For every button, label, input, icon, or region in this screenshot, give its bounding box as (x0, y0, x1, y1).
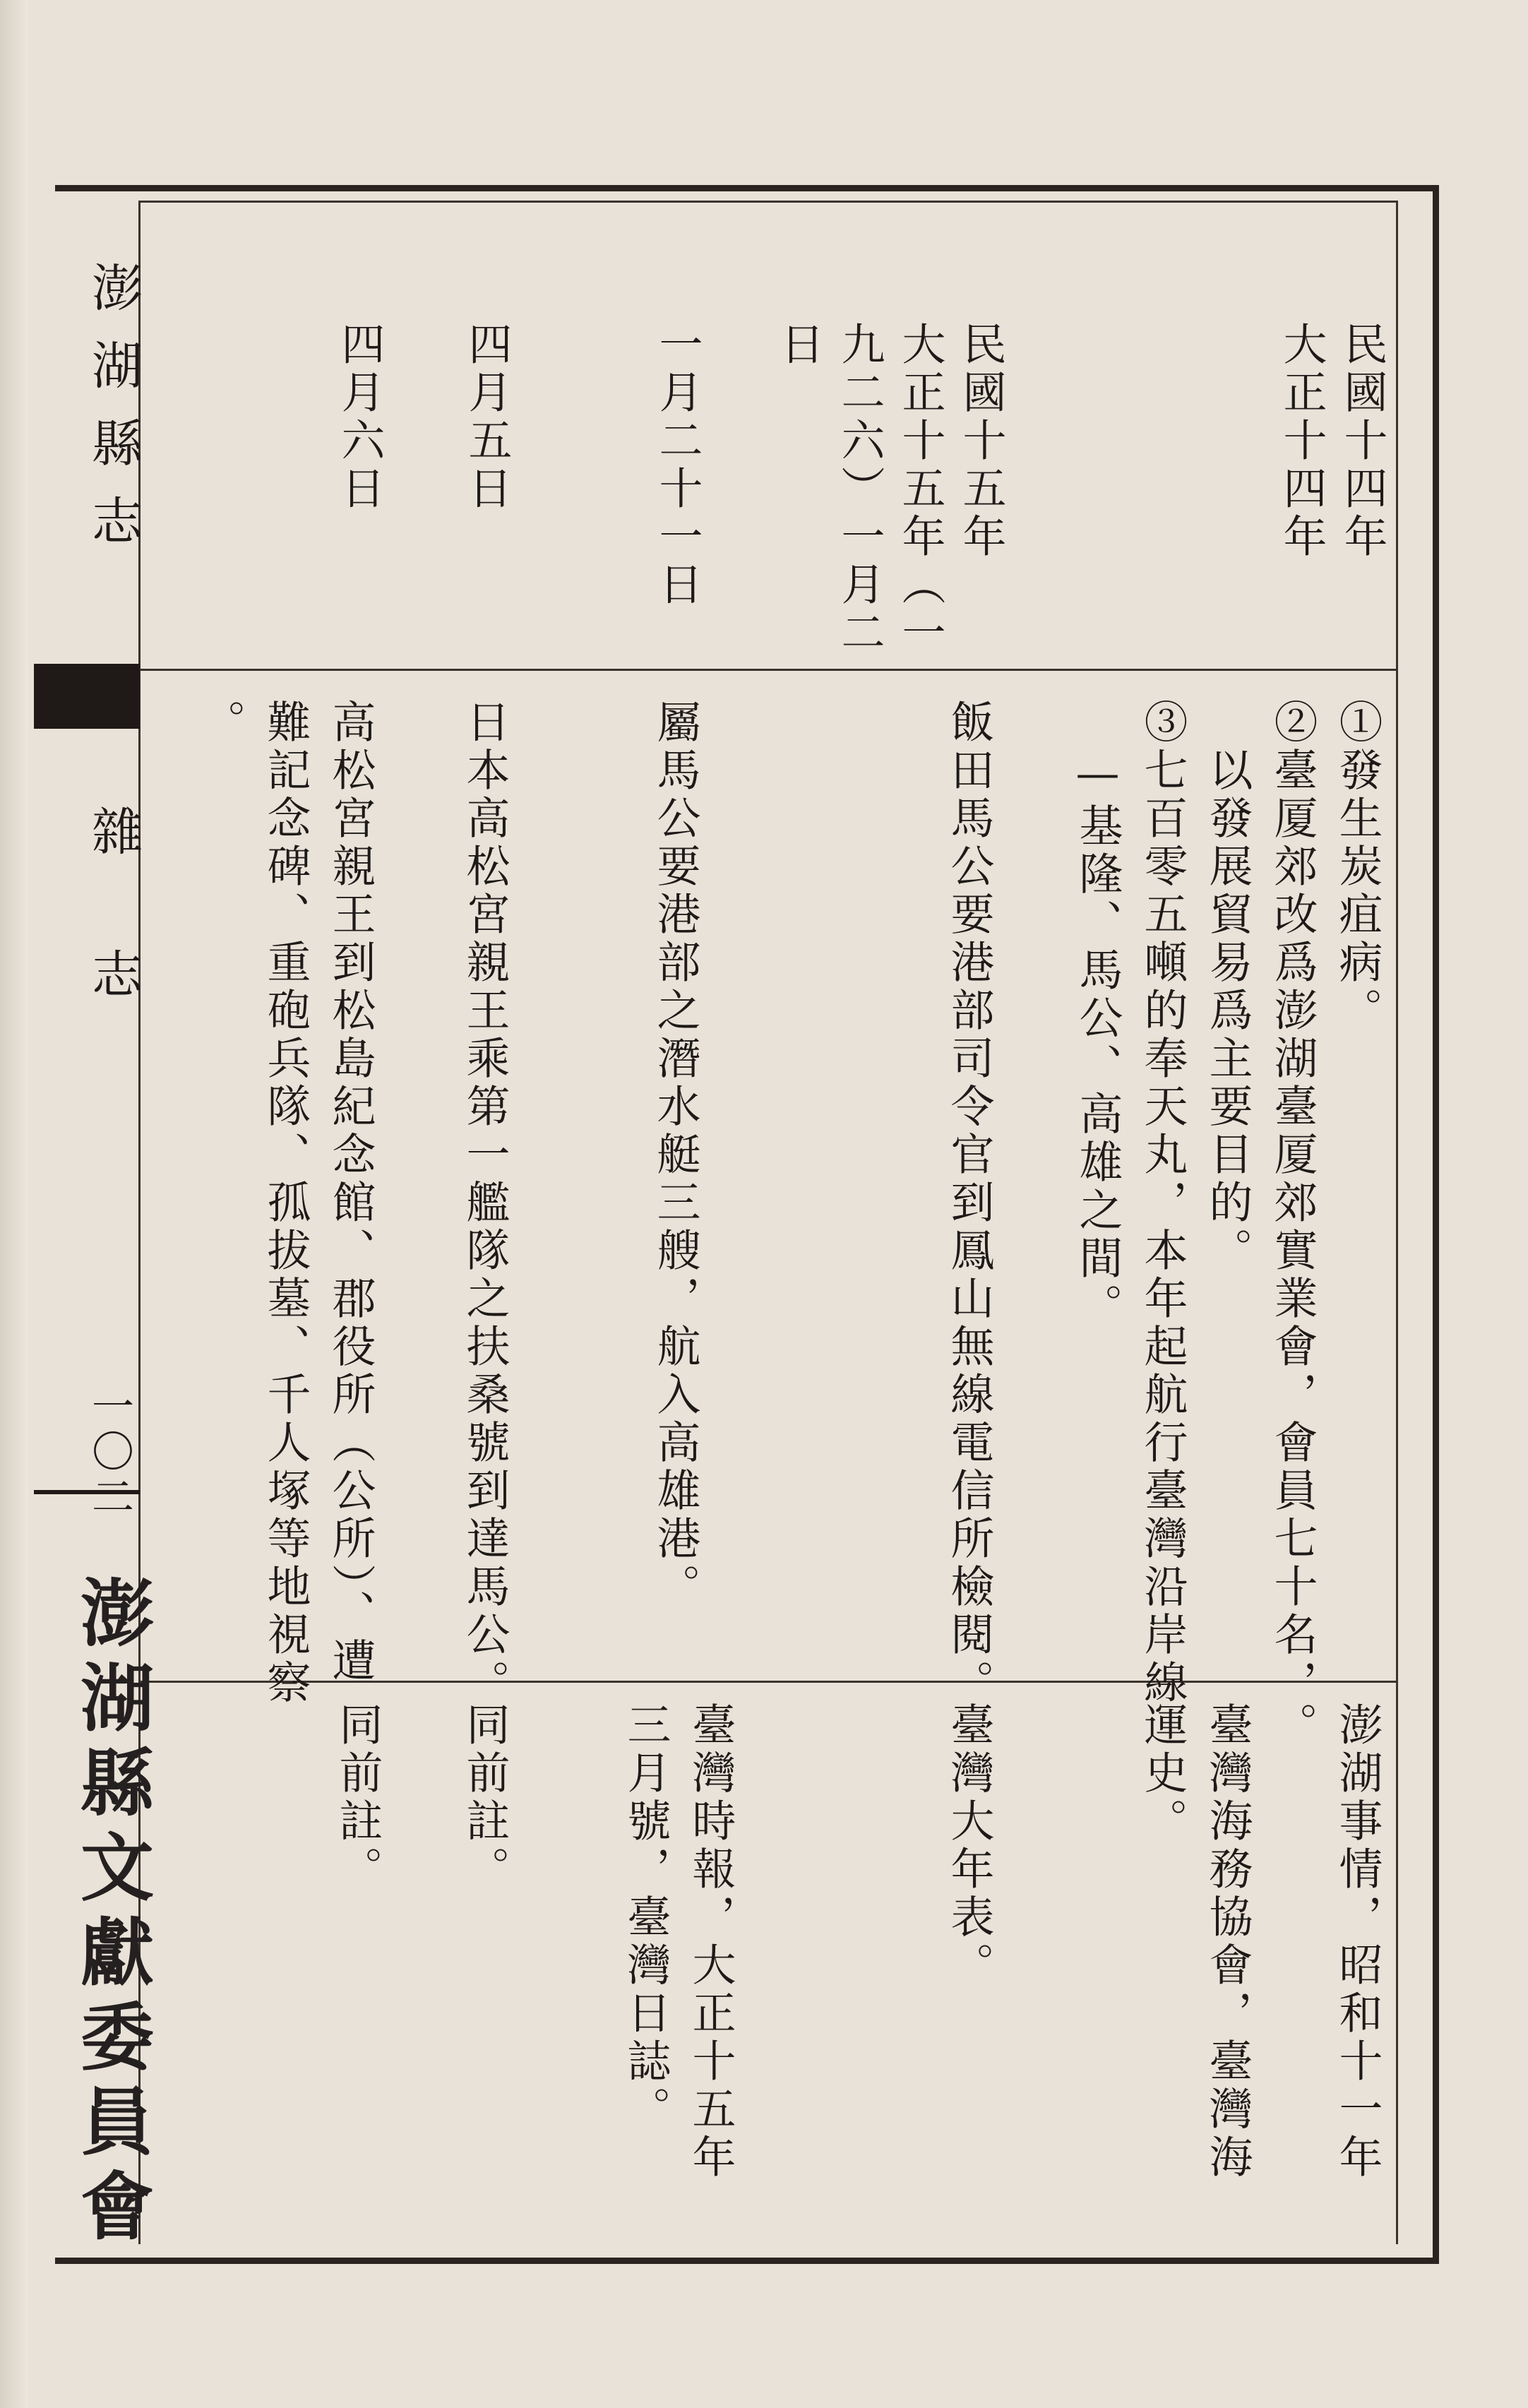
event-line: 飯田馬公要港部司令官到鳳山無線電信所檢閱。 (943, 699, 995, 1707)
event-line: 屬馬公要港部之潛水艇三艘，航入高雄港。 (650, 699, 701, 1611)
source-line: 臺灣大年表。 (943, 1702, 995, 1990)
entry-event (936, 699, 1001, 1707)
source-line: 澎湖事情，昭和十一年 (1332, 1702, 1383, 2182)
entry-event (452, 699, 517, 1707)
event-line: ①發生炭疽病。 (1332, 699, 1383, 1035)
source-line: 同前註。 (459, 1702, 511, 1894)
event-line: ②臺厦郊改爲澎湖臺厦郊實業會，會員七十名， (1267, 699, 1318, 1707)
margin-bar-top (34, 664, 140, 729)
event-line: ③七百零五噸的奉天丸，本年起航行臺灣沿岸線 (1137, 699, 1188, 1707)
date-line: 四月六日 (334, 321, 386, 513)
date-line: 大正十四年 (1276, 321, 1327, 561)
entry-source (936, 1702, 1001, 1990)
entry-event (188, 699, 383, 1707)
entry-date (768, 321, 1011, 657)
section-title: 雜志 (83, 805, 143, 1090)
event-line: 難記念碑、重砲兵隊、孤拔墓、千人塚等地視察 (260, 699, 311, 1707)
source-line: 運史。 (1137, 1702, 1188, 1846)
source-line: 同前註。 (332, 1702, 383, 1894)
entry-event (1065, 699, 1390, 1707)
source-line: 臺灣海務協會，臺灣海 (1202, 1702, 1253, 2182)
entry-source (1130, 1702, 1390, 2182)
event-line: 日本高松宮親王乘第一艦隊之扶桑號到達馬公。 (459, 699, 511, 1707)
source-line: 三月號，臺灣日誌。 (620, 1702, 672, 2134)
source-line: 。 (1267, 1702, 1318, 1750)
entry-source (325, 1702, 390, 1894)
entry-date (329, 321, 390, 513)
entry-event (643, 699, 708, 1611)
column-divider-upper (138, 669, 1398, 671)
date-line: 民國十四年 (1337, 321, 1388, 561)
event-line: 。 (195, 699, 246, 747)
book-title: 澎湖縣志 (83, 261, 143, 572)
date-line: 九二六）一月二 (834, 321, 885, 657)
event-line: 高松宮親王到松島紀念館、郡役所（公所）、遭 (325, 699, 376, 1686)
date-line: 四月五日 (461, 321, 513, 513)
source-line: 臺灣時報，大正十五年 (685, 1702, 736, 2182)
entry-date (647, 321, 708, 609)
entry-source (613, 1702, 743, 2182)
page-number: 一〇二 (85, 1384, 134, 1520)
date-line: 一月二十一日 (652, 321, 703, 609)
date-line: 日 (773, 321, 825, 369)
date-line: 大正十五年（一 (895, 321, 946, 657)
page-edge (0, 0, 28, 2408)
date-line: 民國十五年 (955, 321, 1007, 561)
event-line: —基隆、馬公、高雄之間。 (1072, 699, 1123, 1331)
entry-date (1271, 321, 1392, 561)
entry-source (452, 1702, 517, 1894)
entry-date (456, 321, 517, 513)
publisher-name: 澎湖縣文獻委員會 (68, 1575, 155, 2253)
event-line: 以發展貿易爲主要目的。 (1202, 699, 1253, 1275)
